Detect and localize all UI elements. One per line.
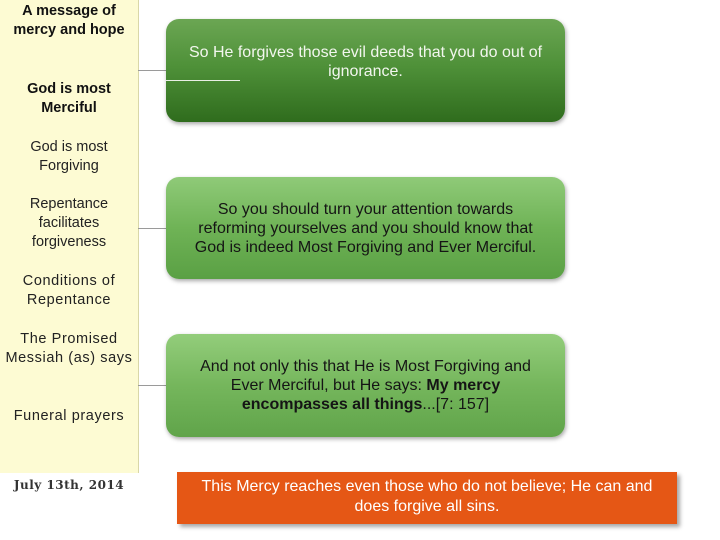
content-box-mercy-encompasses[interactable] [166, 334, 565, 437]
sidebar-item-god-most-merciful[interactable]: God is most Merciful [27, 81, 111, 116]
content-box-text-bold: My mercy encompasses all things [241, 377, 501, 413]
sidebar-item-message-of-mercy[interactable]: A message of mercy and hope [13, 3, 125, 38]
connector-line [138, 228, 166, 229]
connector-line [138, 70, 166, 71]
sidebar-item-conditions-of-repentance[interactable]: Conditions of Repentance [22, 273, 116, 308]
content-box-text [188, 357, 543, 414]
sidebar-item-repentance-facilitates[interactable]: Repentance facilitates forgiveness [29, 196, 109, 250]
content-box-text-plain: And not only this that He is Most Forgiving and Ever Merciful, but He says: [200, 358, 531, 394]
sidebar-item-funeral-prayers[interactable]: Funeral prayers [13, 408, 125, 424]
content-box-forgives-deeds[interactable] [166, 19, 565, 122]
footer-callout [177, 472, 677, 524]
date-label: July 13th, 2014 [13, 478, 125, 492]
content-box-reform-yourselves[interactable] [166, 177, 565, 279]
content-box-text: So you should turn your attention towards reforming yourselves and you should know that God is indeed Most Forgiving and Ever Merciful. [194, 200, 537, 256]
sidebar-item-god-most-forgiving[interactable]: God is most Forgiving [30, 139, 108, 174]
sidebar [0, 0, 139, 473]
content-box-text-reference: ...[7: 157] [422, 396, 490, 413]
footer-text: This Mercy reaches even those who do not believe; He can and does forgive all sins. [201, 478, 653, 515]
sidebar-item-promised-messiah-says[interactable]: The Promised Messiah (as) says [5, 331, 133, 366]
content-box-text: So He forgives those evil deeds that you do out of ignorance. [188, 43, 543, 80]
connector-line [138, 385, 166, 386]
underline-decoration [166, 80, 240, 81]
